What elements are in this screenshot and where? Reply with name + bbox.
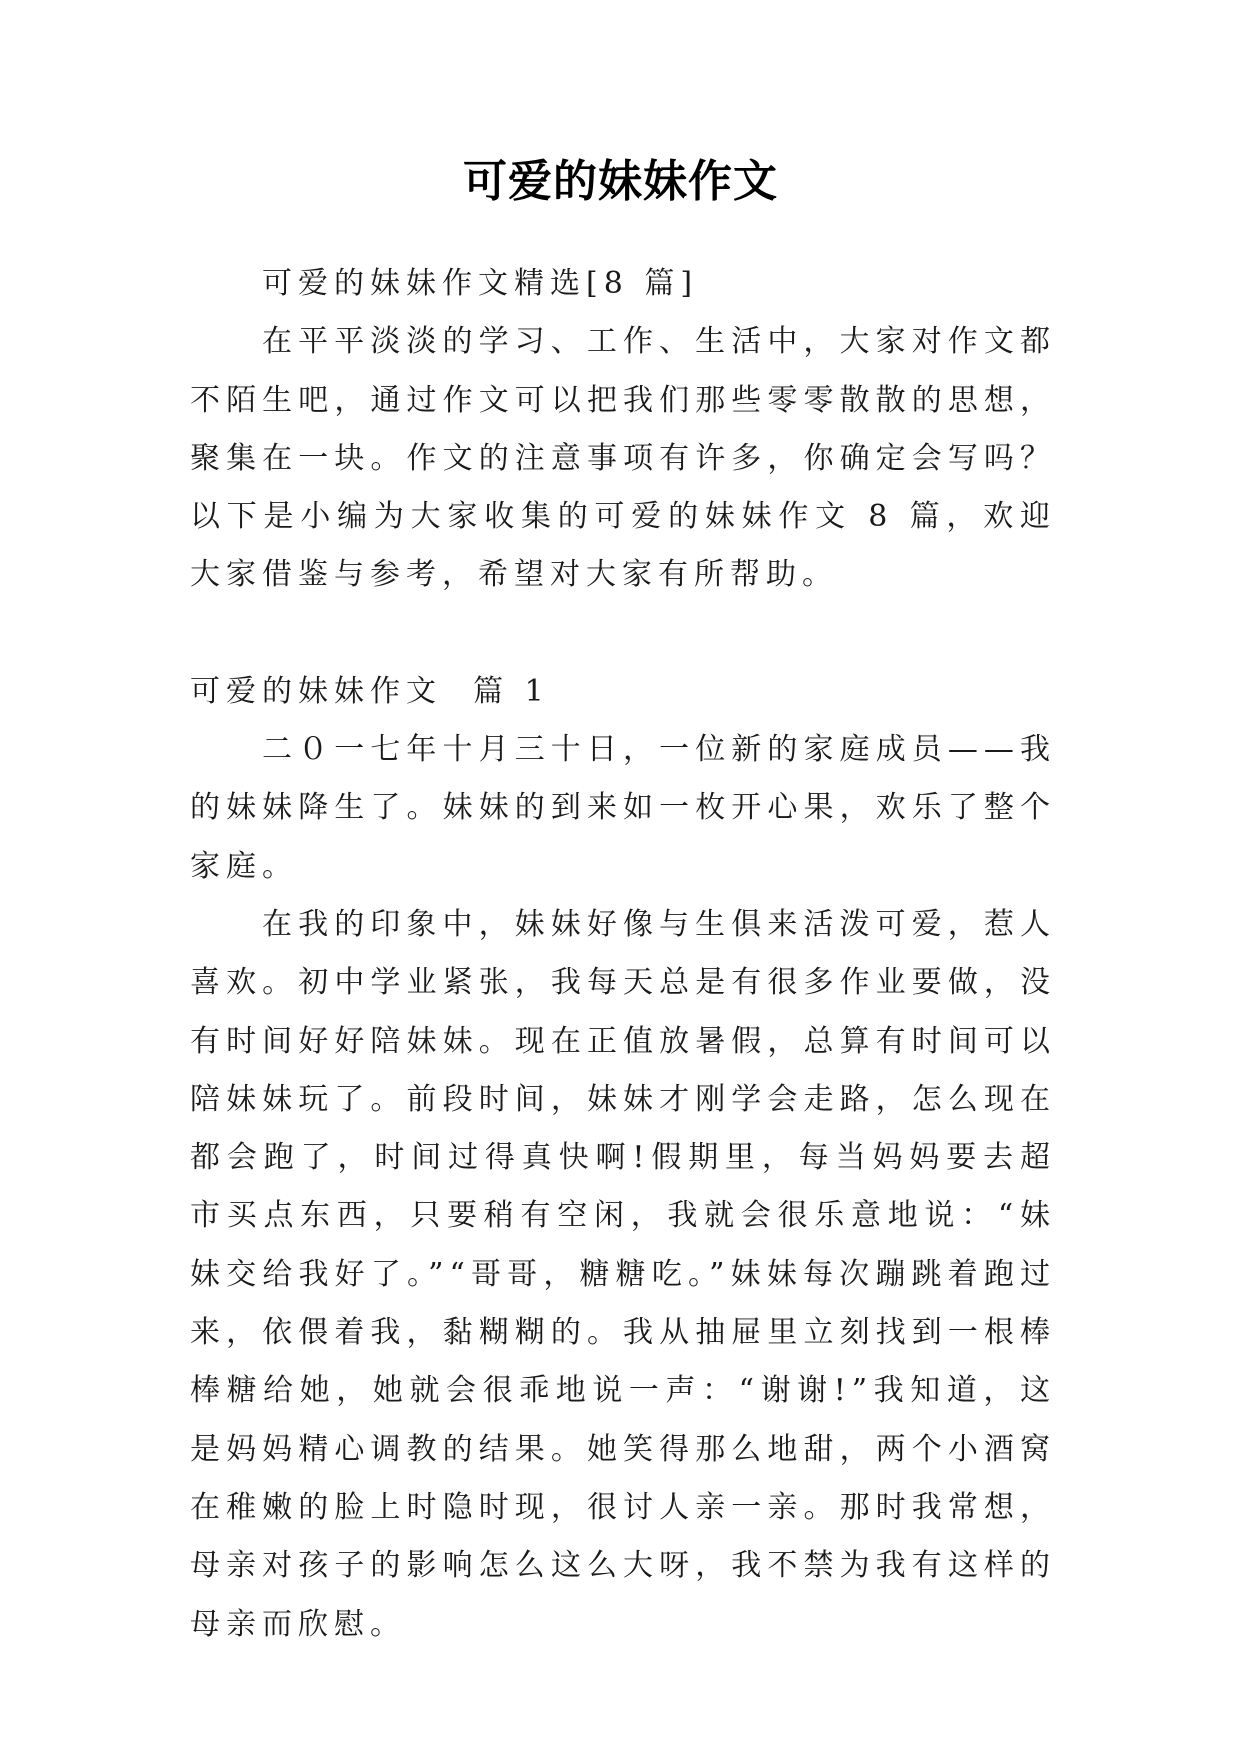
section-spacer [190,605,1056,663]
body-paragraph: 在我的印象中，妹妹好像与生俱来活泼可爱，惹人喜欢。初中学业紧张，我每天总是有很多作业要做，没有时间好好陪妹妹。现在正值放暑假，总算有时间可以陪妹妹玩了。前段时间，妹妹才刚学会走路，怎么现在都会跑了，时间过得真快啊!假期里，每当妈妈要去超市买点东西，只要稍有空闲，我就会很乐意地说：“妹妹交给我好了。”“哥哥，糖糖吃。”妹妹每次蹦跳着跑过来，依偎着我，黏糊糊的。我从抽屉里立刻找到一根棒棒糖给她，她就会很乖地说一声：“谢谢!”我知道，这是妈妈精心调教的结果。她笑得那么地甜，两个小酒窝在稚嫩的脸上时隐时现，很讨人亲一亲。那时我常想，母亲对孩子的影响怎么这么大呀，我不禁为我有这样的母亲而欣慰。 [190,906,1056,1642]
document-body [190,255,1056,1654]
body-paragraph: 二０一七年十月三十日，一位新的家庭成员——我的妹妹降生了。妹妹的到来如一枚开心果，欢乐了整个家庭。 [190,732,1056,884]
intro-paragraph: 在平平淡淡的学习、工作、生活中，大家对作文都不陌生吧，通过作文可以把我们那些零零散散的思想，聚集在一块。作文的注意事项有许多，你确定会写吗？以下是小编为大家收集的可爱的妹妹作文 8 篇，欢迎大家借鉴与参考，希望对大家有所帮助。 [190,324,1056,593]
section-heading: 可爱的妹妹作文 篇 1 [190,673,550,709]
document-title: 可爱的妹妹作文 [463,156,778,207]
document-subtitle: 可爱的妹妹作文精选[8 篇] [262,266,699,301]
